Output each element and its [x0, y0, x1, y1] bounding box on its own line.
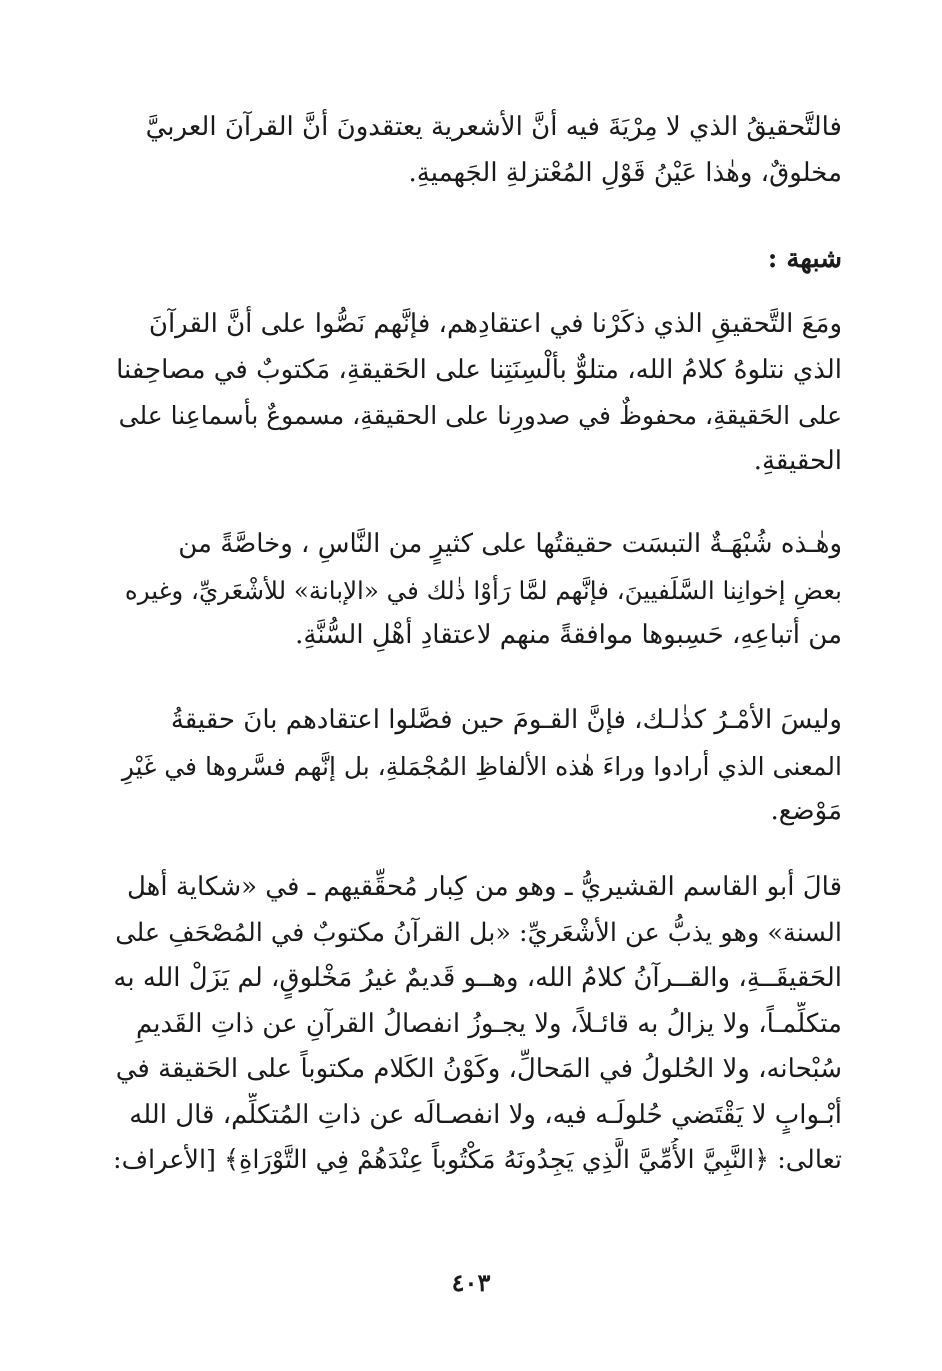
text-line: وهٰـذه شُبْهَـةٌ التبسَت حقيقتُها على كثيرٍ من النَّاسِ ، وخاصَّةً من [178, 529, 842, 559]
text-line: مَوْضع. [770, 796, 842, 826]
text-line: بعضِ إخوانِنا السَّلَفيينَ، فإنَّهم لمَّا رَأوْا ذٰلك في «الإبانة» للأشْعَريِّ، وغيره [124, 575, 842, 605]
text-line: من أتباعِهِ، حَسِبوها موافقةً منهم لاعتقادِ أهْلِ السُّنَّةِ. [295, 620, 842, 650]
text-line: المعنى الذي أرادوا وراءَ هٰذه الألفاظِ المُجْمَلةِ، بل إنَّهم فسَّروها في غَيْرِ [121, 751, 842, 781]
text-line: ومَعَ التَّحقيقِ الذي ذكَرْنا في اعتقادِهم، فإنَّهم نَصُّوا على أنَّ القرآنَ [148, 309, 842, 339]
paragraph-3 [112, 522, 842, 659]
text-line: الحَقيقَــةِ، والقــرآنُ كلامُ الله، وهــو قَديمٌ غيرُ مَخْلوقٍ، لم يَزَلْ الله به [113, 963, 842, 993]
text-line: قالَ أبو القاسم القشيريُّ ـ وهو من كِبار مُحقِّقيهم ـ في «شكاية أهل [126, 872, 842, 902]
paragraph-4 [112, 698, 842, 835]
text-line: السنة» وهو يذبُّ عن الأشْعَريِّ: «بل القرآنُ مكتوبٌ في المُصْحَفِ على [115, 917, 842, 948]
paragraph-5 [112, 865, 842, 1184]
text-line: سُبْحانه، ولا الحُلولُ في المَحالِّ، وكَوْنُ الكَلام مكتوباً على الحَقيقة في [115, 1054, 842, 1084]
text-line: فالتَّحقيقُ الذي لا مِرْيَةَ فيه أنَّ الأشعرية يعتقدونَ أنَّ القرآنَ العربيَّ [145, 112, 842, 142]
text-line: تعالى: ﴿النَّبِيَّ الأُمِّيَّ الَّذِي يَجِدُونَهُ مَكْتُوباً عِنْدَهُمْ فِي التَّوْرَاةِ﴾ [الأعراف: [113, 1145, 842, 1175]
text-line: متكلِّمـاً، ولا يزالُ به قائـلاً، ولا يجـوزُ انفصالُ القرآنِ عن ذاتِ القَديمِ [136, 1008, 842, 1039]
paragraph-1 [112, 105, 842, 196]
section-heading: شبهة : [767, 244, 842, 274]
text-line: وليسَ الأمْـرُ كذٰلـك، فإنَّ القـومَ حين فصَّلوا اعتقادهم بانَ حقيقةُ [170, 705, 842, 735]
text-line: أبْـوابٍ لا يَقْتَضي حُلولَـه فيه، ولا انفصـالَه عن ذاتِ المُتكلِّم، قال الله [129, 1099, 842, 1130]
page-number: ٤٠٣ [451, 1268, 491, 1297]
text-line: على الحَقيقةِ، محفوظٌ في صدورِنا على الحقيقةِ، مسموعٌ بأسماعِنا على [118, 401, 842, 430]
text-line: مخلوقٌ، وهٰذا عَيْنُ قَوْلِ المُعْتزلةِ الجَهميةِ. [408, 157, 842, 188]
text-line: الذي نتلوهُ كلامُ الله، متلوٌّ بألْسِنَتِنا على الحَقيقةِ، مَكتوبٌ في مصاحِفنا [116, 354, 842, 385]
paragraph-2 [112, 302, 842, 484]
text-line: الحقيقةِ. [753, 445, 842, 476]
